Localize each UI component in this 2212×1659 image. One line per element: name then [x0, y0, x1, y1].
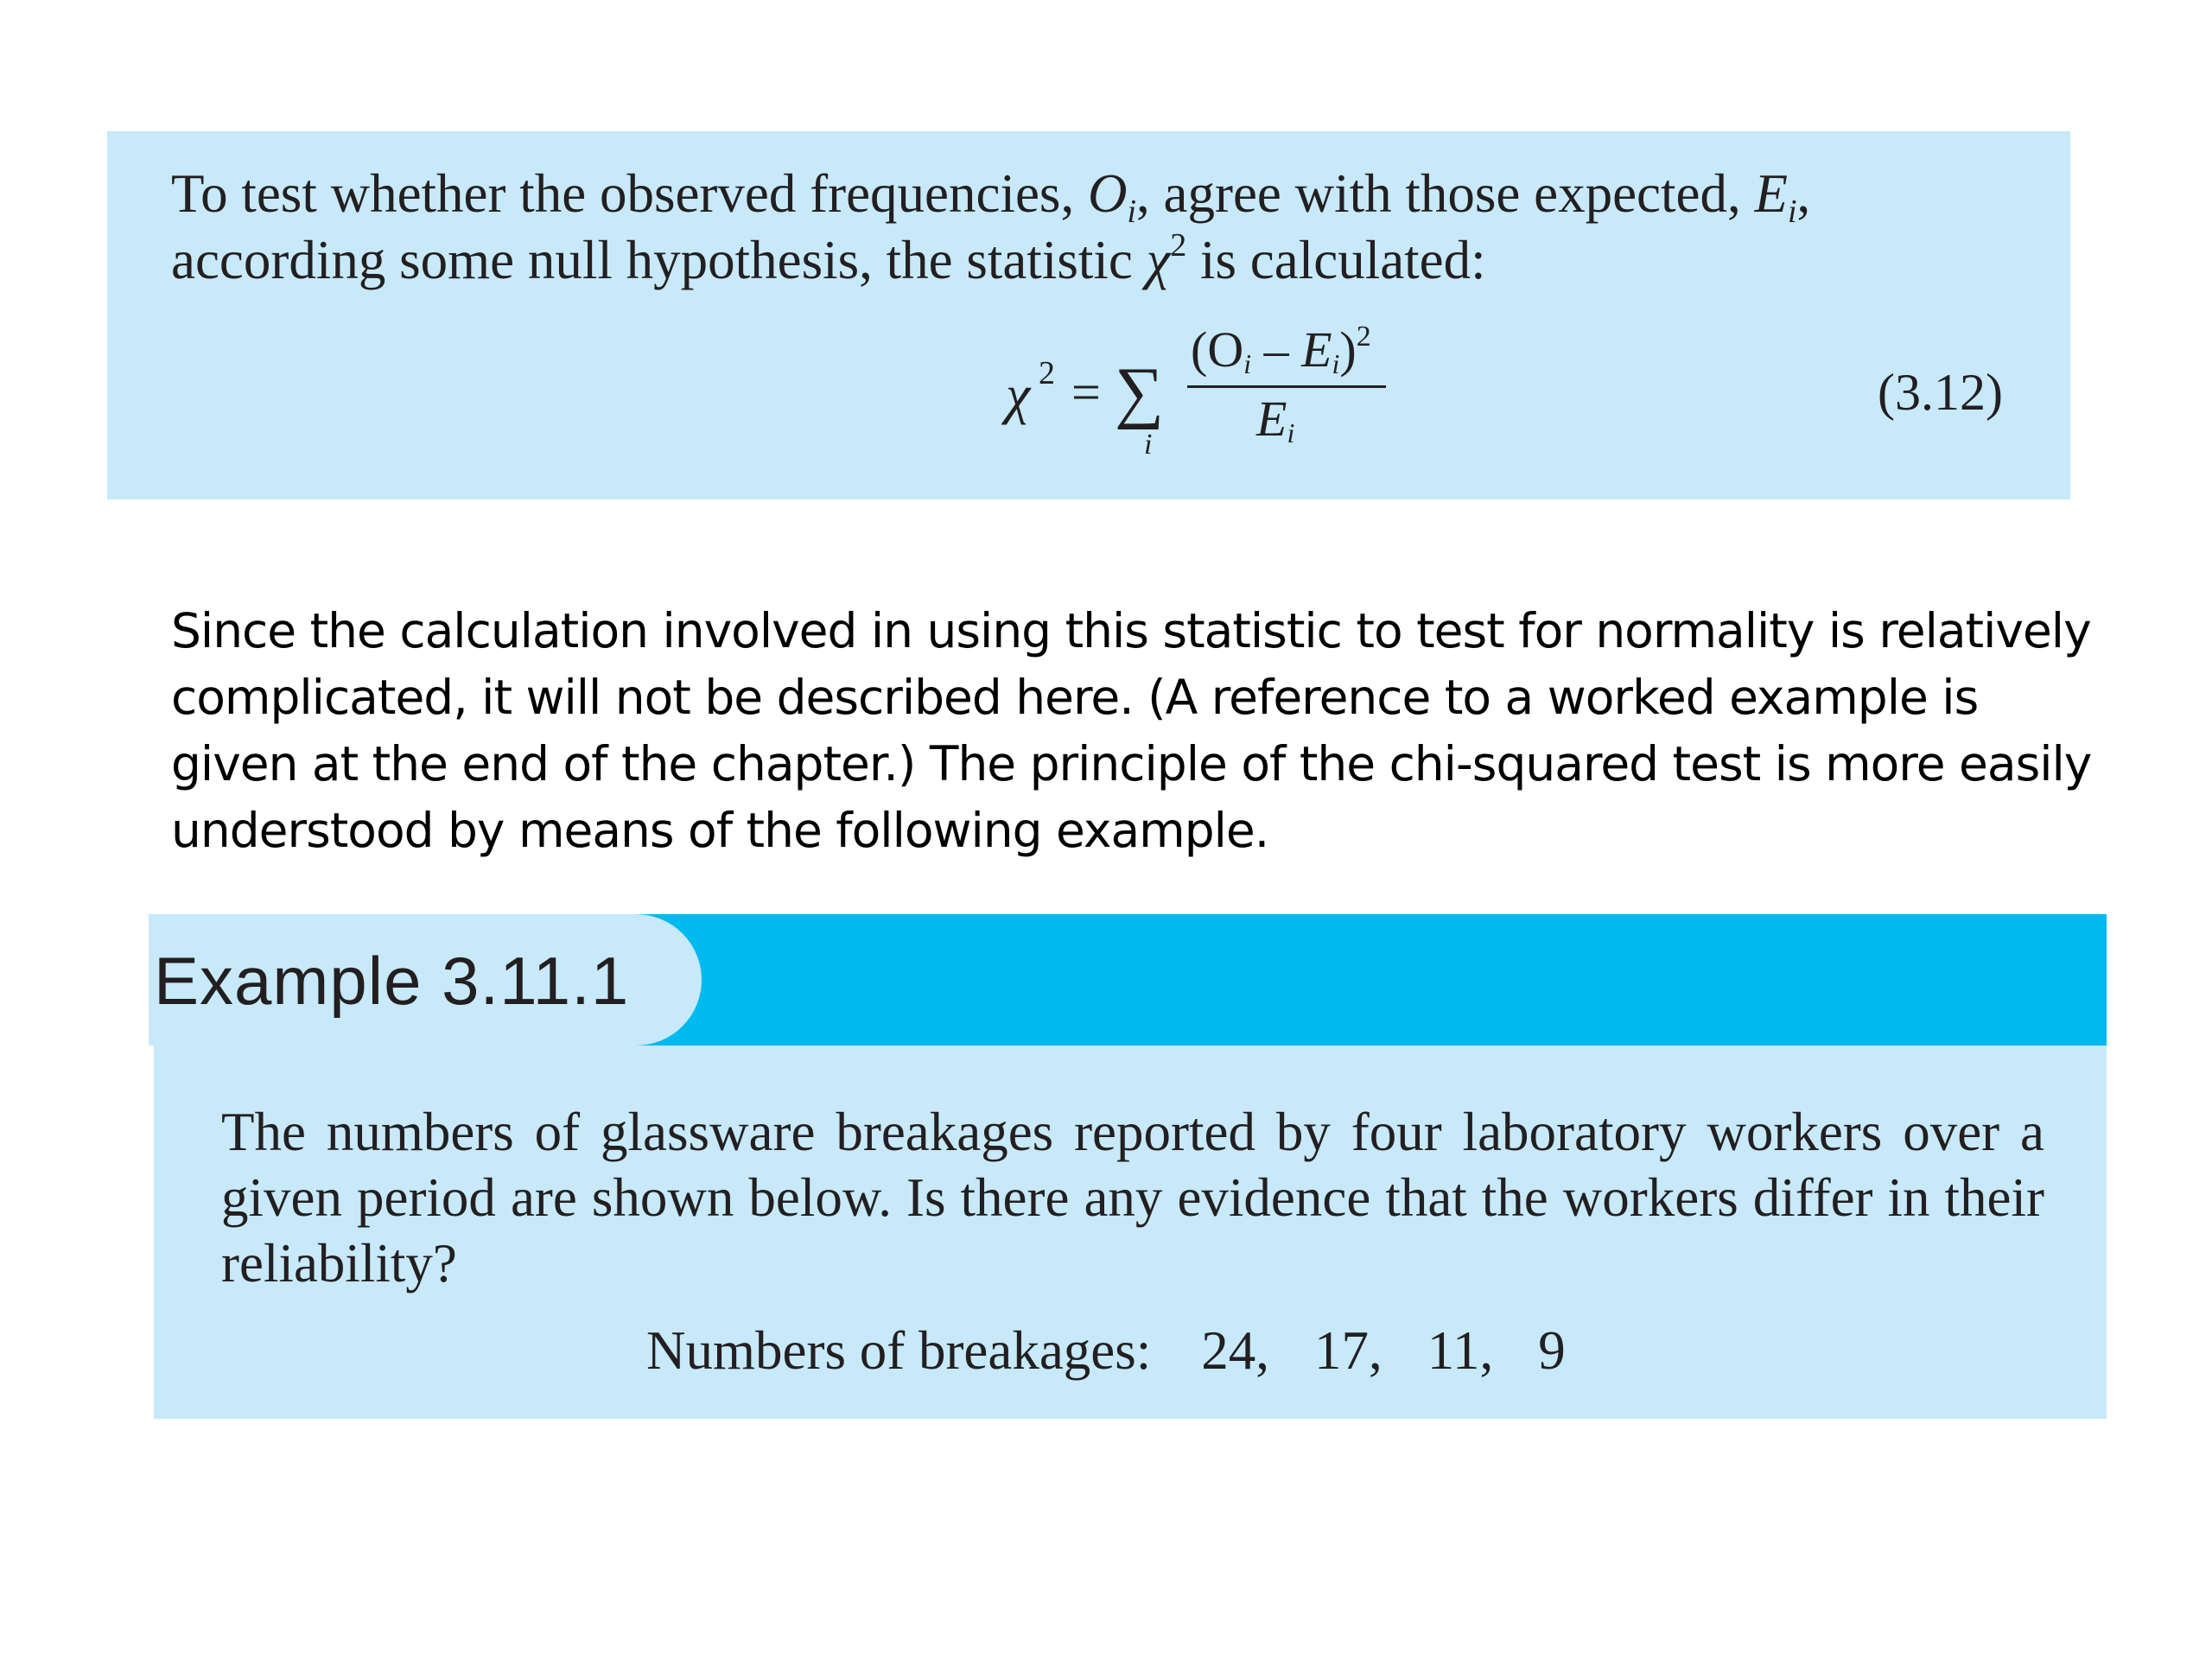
sigma-icon: ∑ [1115, 354, 1165, 430]
example-header-bar [149, 914, 2107, 1046]
def-text-part: , [1796, 163, 1811, 224]
breakage-value: 9 [1538, 1320, 1566, 1381]
explanation-paragraph: Since the calculation involved in using this statistic to test for normality is relatively complicated, it will not be described here. (A reference to a worked example is given at the end of the chapter.) The principle of the chi-squared test is more easily understood by means of the following example. [171, 603, 2092, 858]
example-body-box [154, 1046, 2107, 1419]
def-text-part: To test whether the observed frequencies, [171, 163, 1088, 224]
breakages-line [646, 1320, 1566, 1381]
example-text: The numbers of glassware breakages reported by four laboratory workers over a given period are shown below. Is there any evidence that the workers differ in their reliability? [221, 1102, 2044, 1294]
breakage-value: 11, [1427, 1320, 1494, 1381]
symbol-chi: χ [1146, 230, 1171, 290]
example-title-tab [149, 914, 702, 1046]
formula-numerator: $(O_i - E_i)^2$ [1191, 321, 1371, 379]
formula-chi: χ [1006, 364, 1031, 425]
def-text-part: according some null hypothesis, the statistic [171, 230, 1147, 290]
breakage-value: 24, [1201, 1320, 1270, 1381]
fraction-bar [1187, 385, 1386, 388]
def-text-part: , agree with those expected, [1136, 163, 1755, 224]
definition-text [171, 161, 2012, 294]
example-title: Example 3.11.1 [154, 943, 630, 1019]
breakages-label: Numbers of breakages: [646, 1320, 1152, 1381]
symbol-e: E [1754, 163, 1788, 224]
formula-chi-superscript: 2 [1039, 355, 1055, 391]
symbol-o: O [1087, 163, 1128, 224]
symbol-chi-superscript: 2 [1170, 227, 1187, 264]
symbol-o-subscript: i [1127, 194, 1137, 230]
breakage-value: 17, [1314, 1320, 1382, 1381]
definition-box [107, 131, 2070, 499]
formula-denominator: $E_i$ [1256, 391, 1295, 448]
def-text-part: is calculated: [1186, 230, 1486, 290]
formula-sigma-subscript: i [1144, 429, 1153, 461]
chi-squared-formula [1006, 320, 1403, 484]
symbol-e-subscript: i [1787, 194, 1797, 230]
equation-number: (3.12) [1878, 364, 2003, 421]
formula-equals: = [1071, 364, 1101, 421]
